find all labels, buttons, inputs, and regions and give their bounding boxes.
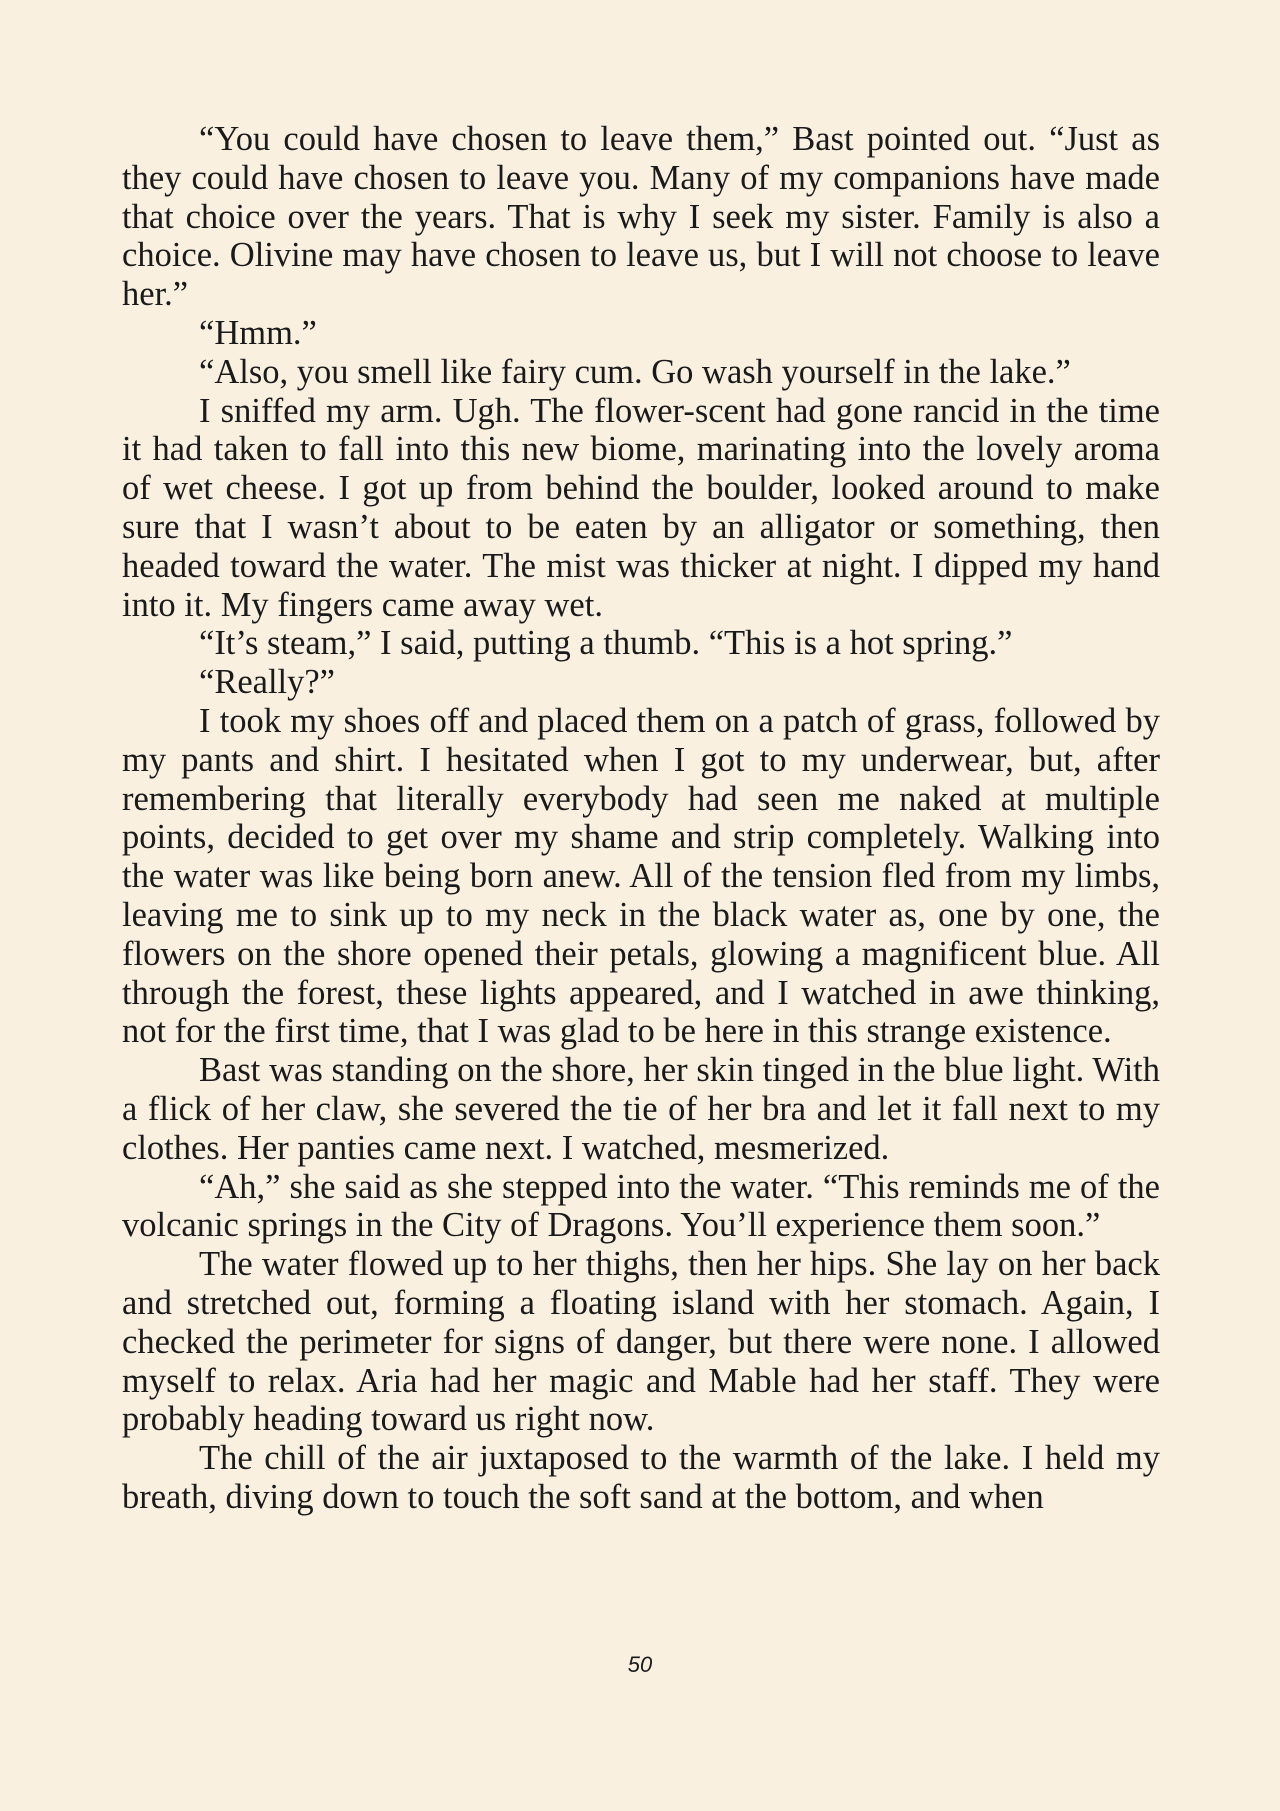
paragraph: “Ah,” she said as she stepped into the water. “This reminds me of the volcanic springs in the City of Dragons. You’ll experience them soon.”: [122, 1167, 1160, 1245]
paragraph: “You could have chosen to leave them,” Bast pointed out. “Just as they could have chosen to leave you. Many of my companions have made that choice over the years. That is why I seek my sister. Family is also a choice. Olivine may have chosen to leave us, but I will not choose to leave her.”: [122, 120, 1160, 314]
paragraph: Bast was standing on the shore, her skin tinged in the blue light. With a flick of her claw, she severed the tie of her bra and let it fall next to my clothes. Her panties came next. I watched, mesmerized.: [122, 1051, 1160, 1167]
paragraph: “It’s steam,” I said, putting a thumb. “This is a hot spring.”: [199, 624, 1013, 663]
paragraph: “Really?”: [199, 663, 335, 702]
body-text: [122, 120, 1160, 1517]
paragraph: The water flowed up to her thighs, then her hips. She lay on her back and stretched out, forming a floating island with her stomach. Again, I checked the perimeter for signs of danger, but there were none. I allowed myself to relax. Aria had her magic and Mable had her staff. They were probably heading toward us right now.: [122, 1245, 1160, 1439]
paragraph: “Also, you smell like fairy cum. Go wash yourself in the lake.”: [199, 352, 1071, 391]
page-number: 50: [627, 1652, 653, 1677]
paragraph: I took my shoes off and placed them on a patch of grass, followed by my pants and shirt. I hesitated when I got to my underwear, but, after remembering that literally everybody had seen me naked at multiple points, decided to get over my shame and strip completely. Walking into the water was like being born anew. All of the tension fled from my limbs, leaving me to sink up to my neck in the black water as, one by one, the flowers on the shore opened their petals, glowing a magnificent blue. All through the forest, these lights appeared, and I watched in awe thinking, not for the first time, that I was glad to be here in this strange existence.: [122, 701, 1160, 1051]
paragraph: “Hmm.”: [199, 313, 317, 352]
paragraph: I sniffed my arm. Ugh. The flower-scent had gone rancid in the time it had taken to fall into this new biome, marinating into the lovely aroma of wet cheese. I got up from behind the boulder, looked around to make sure that I wasn’t about to be eaten by an alligator or something, then headed toward the water. The mist was thicker at night. I dipped my hand into it. My fingers came away wet.: [122, 391, 1160, 624]
paragraph: The chill of the air juxtaposed to the warmth of the lake. I held my breath, diving down to touch the soft sand at the bottom, and when: [122, 1439, 1160, 1516]
